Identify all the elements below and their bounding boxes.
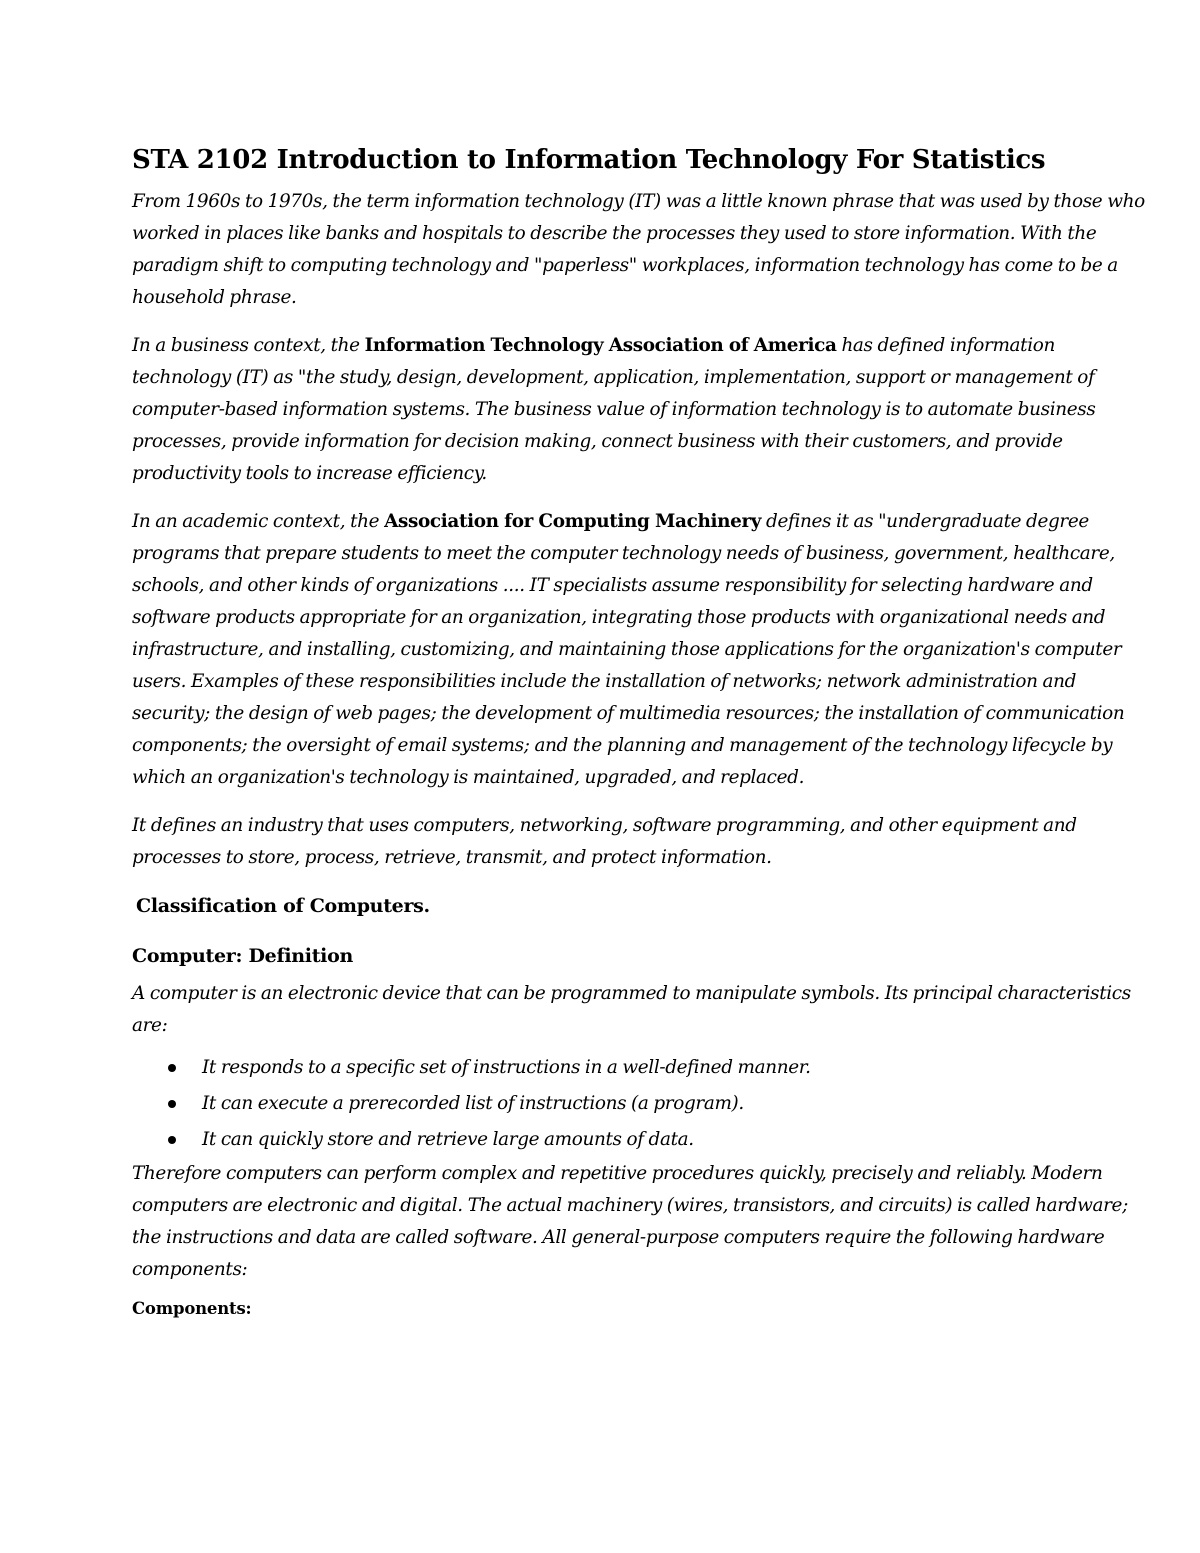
list-item xyxy=(132,1086,1152,1122)
bullet-icon xyxy=(168,1064,176,1072)
document-page xyxy=(132,138,1152,1324)
conclusion-paragraph: Therefore computers can perform complex and repetitive procedures quickly, precisely and reliably. Modern computers are electronic and digital. The actual machinery (wires, transistors, and circuits) is called hardware; the instructions and data are called software. All general-purpose computers require the following hardware components: xyxy=(132,1163,1128,1280)
list-item xyxy=(132,1050,1152,1086)
components-heading: Components: xyxy=(132,1299,252,1318)
list-item-text: It can quickly store and retrieve large amounts of data. xyxy=(202,1129,694,1150)
document-title: STA 2102 Introduction to Information Technology For Statistics xyxy=(132,145,1046,175)
acm-organization-name: Association for Computing Machinery xyxy=(384,511,762,532)
business-context-paragraph xyxy=(132,330,1152,490)
academic-context-paragraph xyxy=(132,506,1152,794)
industry-paragraph: It defines an industry that uses computers, networking, software programming, and other equipment and processes to store, process, retrieve, transmit, and protect information. xyxy=(132,815,1077,868)
list-item-text: It can execute a prerecorded list of instructions (a program). xyxy=(202,1093,744,1114)
list-item xyxy=(132,1122,1152,1158)
academic-paragraph-body: defines it as "undergraduate degree programs that prepare students to meet the computer technology needs of business, government, healthcare, schools, and other kinds of organizations .... IT specialists assume responsibility for selecting hardware and software products appropriate for an organization, integrating those products with organizational needs and infrastructure, and installing, customizing, and maintaining those applications for the organization's computer users. Examples of these responsibilities include the installation of networks; network administration and security; the design of web pages; the development of multimedia resources; the installation of communication components; the oversight of email systems; and the planning and management of the technology lifecycle by which an organization's technology is maintained, upgraded, and replaced. xyxy=(132,511,1125,788)
characteristics-list xyxy=(132,1050,1152,1158)
classification-heading: Classification of Computers. xyxy=(136,895,430,917)
intro-paragraph: From 1960s to 1970s, the term information technology (IT) was a little known phrase that was used by those who worked in places like banks and hospitals to describe the processes they used to store information. With the paradigm shift to computing technology and "paperless" workplaces, information technology has come to be a household phrase. xyxy=(132,191,1145,308)
definition-paragraph: A computer is an electronic device that can be programmed to manipulate symbols. Its principal characteristics are: xyxy=(132,983,1131,1036)
academic-paragraph-lead: In an academic context, the xyxy=(132,511,385,532)
definition-heading: Computer: Definition xyxy=(132,945,353,967)
bullet-icon xyxy=(168,1100,176,1108)
business-paragraph-lead: In a business context, the xyxy=(132,335,365,356)
itaa-organization-name: Information Technology Association of America xyxy=(364,335,837,356)
bullet-icon xyxy=(168,1136,176,1144)
list-item-text: It responds to a specific set of instructions in a well-defined manner. xyxy=(202,1057,811,1078)
business-paragraph-body: has defined information technology (IT) as "the study, design, development, application, implementation, support or management of computer-based information systems. The business value of information technology is to automate business processes, provide information for decision making, connect business with their customers, and provide productivity tools to increase efficiency. xyxy=(132,335,1096,484)
